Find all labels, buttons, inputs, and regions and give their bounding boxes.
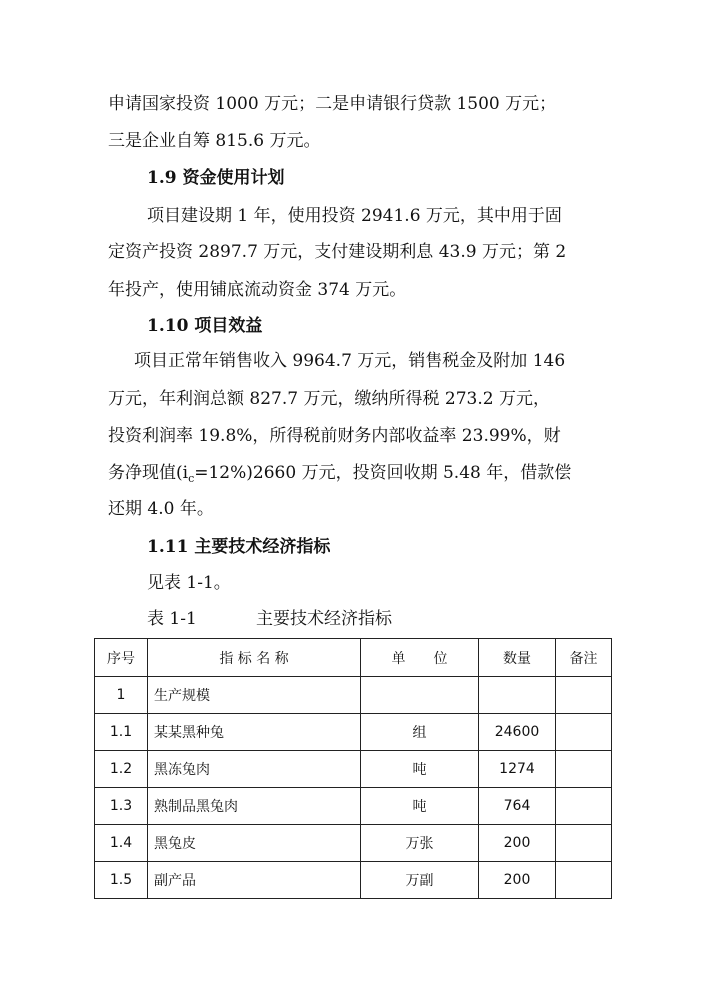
cell-remark	[556, 751, 612, 788]
cell-index: 1	[95, 677, 148, 714]
cell-name: 黑冻兔肉	[148, 751, 361, 788]
paragraph-line: 投资利润率 19.8%，所得税前财务内部收益率 23.99%，财	[108, 426, 561, 446]
cell-remark	[556, 862, 612, 899]
cell-remark	[556, 677, 612, 714]
cell-remark	[556, 825, 612, 862]
indicator-table	[94, 638, 612, 899]
paragraph-line: 年投产，使用铺底流动资金 374 万元。	[108, 280, 407, 300]
cell-name: 熟制品黑兔肉	[148, 788, 361, 825]
col-header-name: 指 标 名 称	[148, 639, 361, 677]
cell-quantity: 200	[479, 825, 556, 862]
npv-label: 务净现值(i	[108, 463, 189, 483]
cell-unit: 吨	[361, 751, 479, 788]
paragraph-line	[108, 462, 571, 490]
cell-unit: 万张	[361, 825, 479, 862]
section-heading-1-11: 1.11 主要技术经济指标	[147, 537, 331, 557]
cell-index: 1.5	[95, 862, 148, 899]
paragraph-line: 三是企业自筹 815.6 万元。	[108, 131, 321, 151]
cell-name: 某某黑种兔	[148, 714, 361, 751]
cell-unit	[361, 677, 479, 714]
paragraph-line: 万元，年利润总额 827.7 万元，缴纳所得税 273.2 万元，	[108, 389, 550, 409]
paragraph-line: 还期 4.0 年。	[108, 499, 214, 519]
cell-unit: 万副	[361, 862, 479, 899]
table-caption-title: 主要技术经济指标	[256, 609, 392, 629]
cell-quantity	[479, 677, 556, 714]
cell-quantity: 24600	[479, 714, 556, 751]
cell-index: 1.4	[95, 825, 148, 862]
paragraph-line: 见表 1-1。	[147, 573, 231, 593]
cell-name: 副产品	[148, 862, 361, 899]
paragraph-line: 项目建设期 1 年，使用投资 2941.6 万元，其中用于固	[147, 206, 562, 226]
cell-index: 1.3	[95, 788, 148, 825]
table-row	[95, 825, 612, 862]
cell-unit: 吨	[361, 788, 479, 825]
table-row	[95, 788, 612, 825]
paragraph-line: 项目正常年销售收入 9964.7 万元，销售税金及附加 146	[134, 351, 566, 371]
table-row	[95, 862, 612, 899]
cell-remark	[556, 788, 612, 825]
col-header-quantity: 数量	[479, 639, 556, 677]
table-caption-number: 表 1-1	[147, 609, 197, 629]
cell-quantity: 200	[479, 862, 556, 899]
section-heading-1-9: 1.9 资金使用计划	[147, 168, 285, 188]
col-header-index: 序号	[95, 639, 148, 677]
cell-quantity: 1274	[479, 751, 556, 788]
section-heading-1-10: 1.10 项目效益	[147, 316, 263, 336]
table-row	[95, 714, 612, 751]
col-header-remark: 备注	[556, 639, 612, 677]
cell-name: 黑兔皮	[148, 825, 361, 862]
paragraph-line: 定资产投资 2897.7 万元，支付建设期利息 43.9 万元；第 2	[108, 242, 567, 262]
table-header-row	[95, 639, 612, 677]
cell-index: 1.2	[95, 751, 148, 788]
paragraph-line: 申请国家投资 1000 万元；二是申请银行贷款 1500 万元；	[108, 94, 557, 114]
table-row	[95, 751, 612, 788]
cell-remark	[556, 714, 612, 751]
npv-rest: =12%)2660 万元，投资回收期 5.48 年，借款偿	[194, 463, 572, 483]
cell-quantity: 764	[479, 788, 556, 825]
table-row	[95, 677, 612, 714]
col-header-unit: 单 位	[361, 639, 479, 677]
cell-index: 1.1	[95, 714, 148, 751]
npv-subscript: c	[188, 472, 195, 485]
cell-unit: 组	[361, 714, 479, 751]
cell-name: 生产规模	[148, 677, 361, 714]
